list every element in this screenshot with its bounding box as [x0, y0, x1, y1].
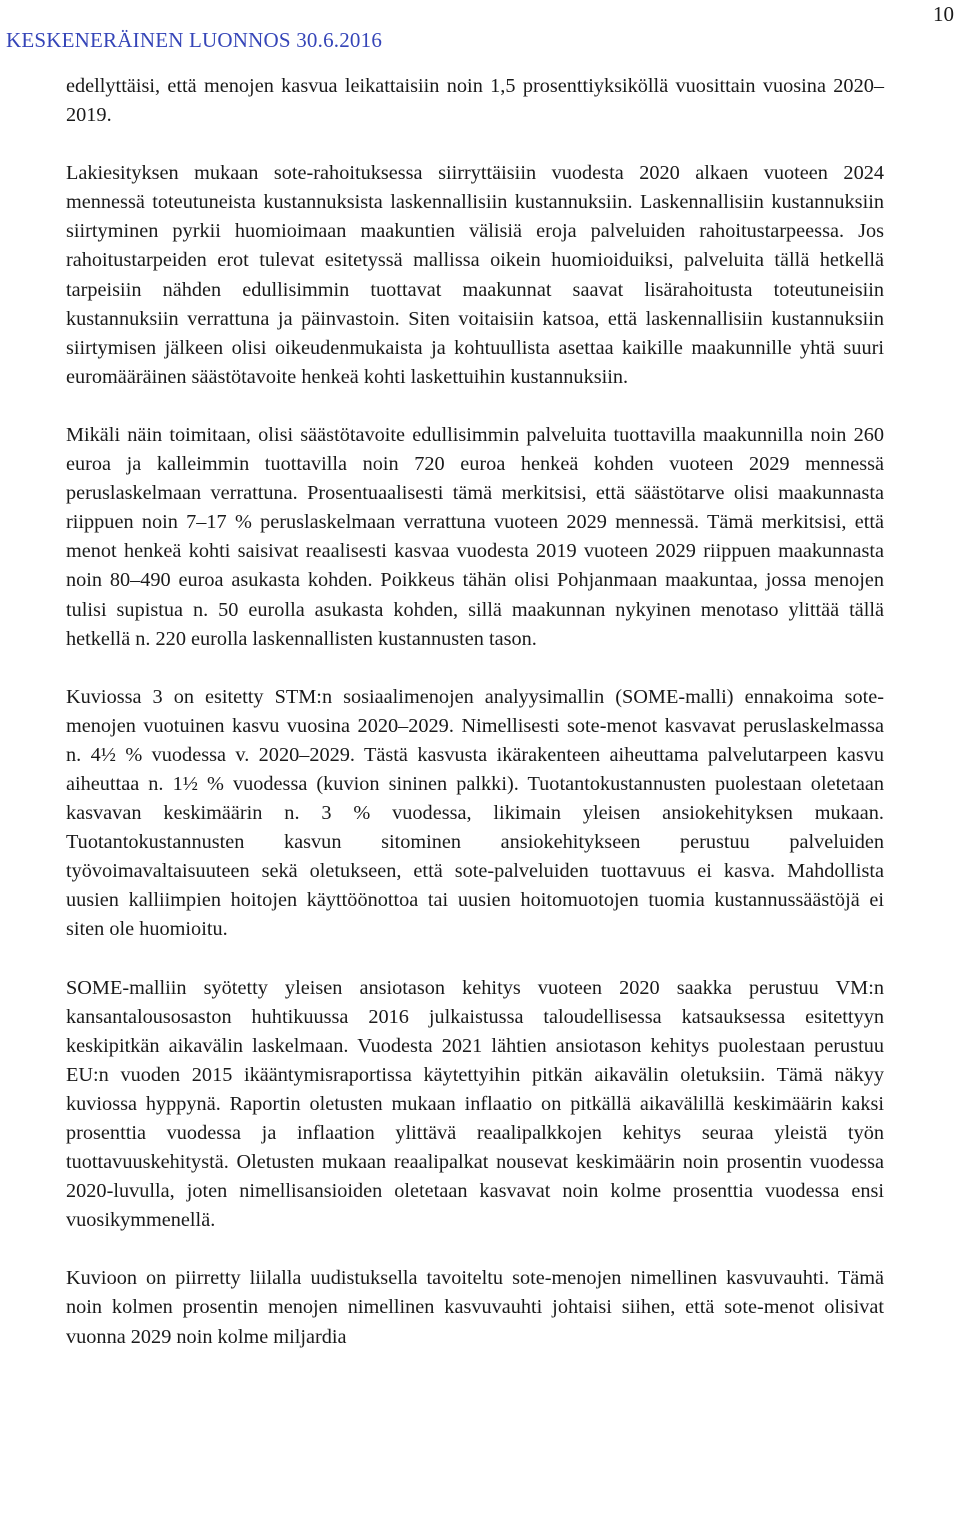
paragraph: Kuvioon on piirretty liilalla uudistuksella tavoiteltu sote-menojen nimellinen kasvuvauhti. Tämä noin kolmen prosentin menojen nimellinen kasvuvauhti johtaisi siihen, että sote-menot olisivat vuonna 2029 noin kolme miljardia — [66, 1267, 884, 1348]
paragraph: Kuviossa 3 on esitetty STM:n sosiaalimenojen analyysimallin (SOME-malli) ennakoima sote-menojen vuotuinen kasvu vuosina 2020–2029. Nimellisesti sote-menot kasvavat peruslaskelmassa n. 4½ % vuodessa v. 2020–2029. Tästä kasvusta ikärakenteen aiheuttama palvelutarpeen kasvu aiheuttaa n. 1½ % vuodessa (kuvion sininen palkki). Tuotantokustannusten puolestaan oletetaan kasvavan keskimäärin n. 3 % vuodessa, likimain yleisen ansiokehityksen mukaan. Tuotantokustannusten kasvun sitominen ansiokehitykseen perustuu palveluiden työvoimavaltaisuuteen sekä oletukseen, että sote-palveluiden tuottavuus ei kasva. Mahdollista uusien kalliimpien hoitojen käyttöönottoa tai uusien hoitomuotojen tuomia kustannussäästöjä ei siten ole huomioitu. — [66, 685, 884, 941]
body-text — [66, 72, 884, 1352]
page-number: 10 — [933, 2, 954, 26]
draft-watermark-header: KESKENERÄINEN LUONNOS 30.6.2016 — [6, 28, 383, 52]
paragraph: SOME-malliin syötetty yleisen ansiotason kehitys vuoteen 2020 saakka perustuu VM:n kansantalousosaston huhtikuussa 2016 julkaistussa taloudellisessa katsauksessa esitettyyn keskipitkän aikavälin laskelmaan. Vuodesta 2021 lähtien ansiotason kehitys puolestaan perustuu EU:n vuoden 2015 ikääntymisraportissa käytettyihin pitkän aikavälin oletuksiin. Tämä näkyy kuviossa hyppynä. Raportin oletusten mukaan inflaatio on pitkällä aikavälillä keskimäärin kaksi prosenttia vuodessa ja inflaation ylittävä reaalipalkkojen kehitys seuraa yleistä työn tuottavuuskehitystä. Oletusten mukaan reaalipalkat nousevat keskimäärin noin prosentin vuodessa 2020-luvulla, joten nimellisansioiden oletetaan kasvavat noin kolme prosenttia vuodessa ensi vuosikymmenellä. — [66, 976, 884, 1232]
paragraph: Lakiesityksen mukaan sote-rahoituksessa siirryttäisiin vuodesta 2020 alkaen vuoteen 2024 mennessä toteutuneista kustannuksista laskennallisiin kustannuksiin. Laskennallisiin kustannuksiin siirtyminen pyrkii huomioimaan maakuntien välisiä eroja palveluiden rahoitustarpeessa. Jos rahoitustarpeiden erot tulevat esitetyssä mallissa oikein huomioiduiksi, palveluita tällä hetkellä tarpeisiin nähden edullisimmin tuottavat maakunnat saavat lisärahoitusta toteutuneisiin kustannuksiin verrattuna ja päinvastoin. Siten voitaisiin katsoa, että laskennallisiin kustannuksiin siirtymisen jälkeen olisi oikeudenmukaista ja kohtuullista asettaa kaikille maakunnille yhtä suuri euromääräinen säästötavoite henkeä kohti laskettuihin kustannuksiin. — [66, 162, 884, 388]
paragraph: Mikäli näin toimitaan, olisi säästötavoite edullisimmin palveluita tuottavilla maakunnilla noin 260 euroa ja kalleimmin tuottavilla noin 720 euroa henkeä kohden vuoteen 2029 mennessä peruslaskelmaan verrattuna. Prosentuaalisesti tämä merkitsisi, että säästötarve olisi maakunnasta riippuen noin 7–17 % peruslaskelmaan verrattuna vuoteen 2029 mennessä. Tämä merkitsisi, että menot henkeä kohti saisivat reaalisesti kasvaa vuodesta 2019 vuoteen 2029 riippuen maakunnasta noin 80–490 euroa asukasta kohden. Poikkeus tähän olisi Pohjanmaan maakuntaa, jossa menojen tulisi supistua n. 50 eurolla asukasta kohden, sillä maakunnan nykyinen menotaso ylittää tällä hetkellä n. 220 eurolla laskennallisten kustannusten tason. — [66, 423, 884, 650]
paragraph: edellyttäisi, että menojen kasvua leikattaisiin noin 1,5 prosenttiyksiköllä vuosittain vuosina 2020–2019. — [66, 75, 884, 127]
